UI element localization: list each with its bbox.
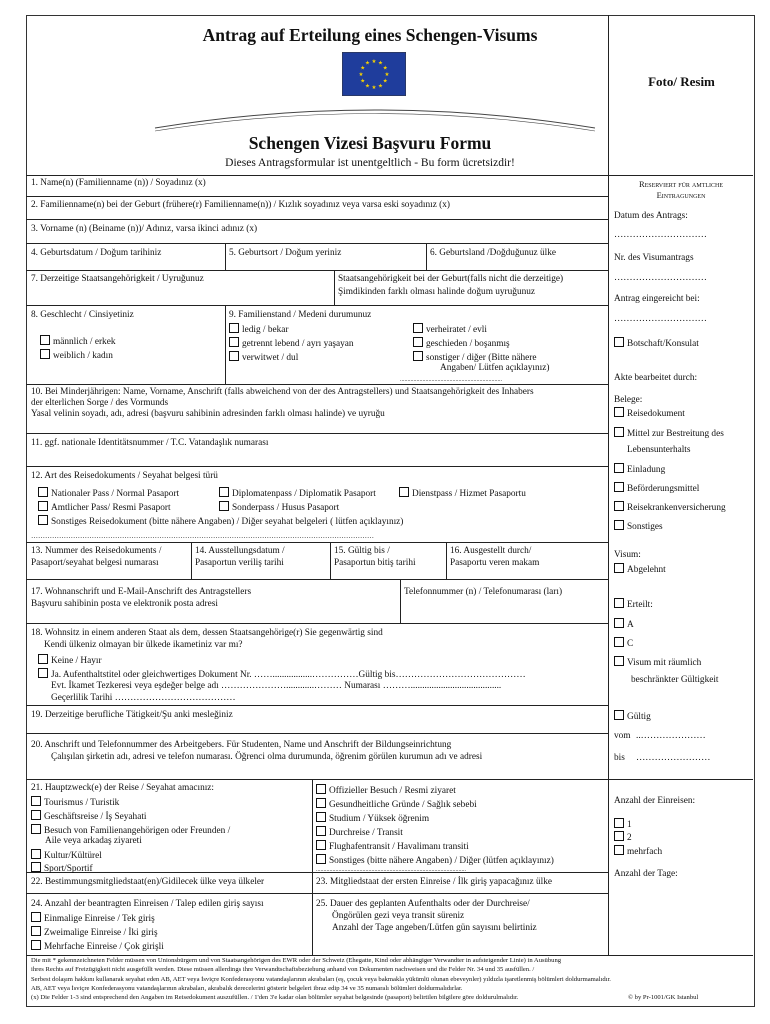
sidebar-date-dots: ………………………… <box>614 230 707 240</box>
flag-star-icon: ★ <box>371 85 377 91</box>
sidebar-means-option[interactable] <box>614 427 724 440</box>
sidebar-visa-nr-label: Nr. des Visumantrags <box>614 253 694 263</box>
grid-line <box>191 542 192 579</box>
field-14-issue-date: 14. Ausstellungsdatum / <box>195 546 285 556</box>
grid-line <box>26 175 753 176</box>
checkbox[interactable] <box>614 407 624 417</box>
sidebar-documents-label: Belege: <box>614 395 643 405</box>
flag-star-icon: ★ <box>358 72 364 78</box>
option-label: Abgelehnt <box>627 565 666 575</box>
option-label: A <box>627 620 634 630</box>
option-label: Gültig <box>627 712 651 722</box>
grid-line <box>26 705 608 706</box>
residence-yes-option[interactable] <box>38 668 526 681</box>
option-label: Amtlicher Pass/ Resmi Pasaport <box>51 503 171 513</box>
field-25-duration-tr: Öngörülen gezi veya transit süreniz <box>332 911 465 921</box>
grid-line <box>26 196 608 197</box>
field-4-date-of-birth: 4. Geburtsdatum / Doğum tarihiniz <box>31 248 162 258</box>
grid-line <box>26 243 608 244</box>
field-23-first-entry: 23. Mitgliedstaat der ersten Einreise / İlk giriş yapacağınız ülke <box>316 877 552 887</box>
checkbox[interactable] <box>38 487 48 497</box>
flag-star-icon: ★ <box>365 60 370 67</box>
field-15-valid-until-tr: Pasaportun bitiş tarihi <box>334 558 416 568</box>
option-label: 2 <box>627 833 632 843</box>
checkbox[interactable] <box>614 656 624 666</box>
checkbox[interactable] <box>229 351 239 361</box>
checkbox[interactable] <box>614 482 624 492</box>
checkbox[interactable] <box>31 824 41 834</box>
field-13-doc-number-tr: Pasaport/seyahat belgesi numarası <box>31 558 159 568</box>
purpose-other-dots[interactable]: .................................................................................................... <box>316 867 466 873</box>
form-title-tr: Schengen Vizesi Başvuru Formu <box>248 133 492 153</box>
option-label: weiblich / kadın <box>53 351 113 361</box>
entries-multiple-option[interactable] <box>31 940 164 953</box>
sidebar-from-label: vom <box>614 731 631 741</box>
entries-two-option[interactable] <box>31 926 158 939</box>
sidebar-valid-option[interactable] <box>614 710 651 723</box>
option-label: Mehrfache Einreise / Çok girişli <box>44 942 164 952</box>
sex-male-option[interactable] <box>40 335 115 348</box>
purpose-official-option[interactable] <box>316 784 456 797</box>
sidebar-submitted-label: Antrag eingereicht bei: <box>614 294 700 304</box>
option-label: sonstiger / diğer (Bitte nähere <box>426 353 537 363</box>
checkbox[interactable] <box>316 854 326 864</box>
option-label: Mittel zur Bestreitung des <box>627 429 724 439</box>
photo-box-left-border <box>608 15 609 175</box>
checkbox[interactable] <box>38 654 48 664</box>
checkbox[interactable] <box>219 501 229 511</box>
doc-diplomatic-passport-option[interactable] <box>219 487 376 500</box>
eu-flag <box>342 52 406 96</box>
option-label: Offizieller Besuch / Resmi ziyaret <box>329 786 456 796</box>
flag-star-icon: ★ <box>378 83 383 90</box>
option-label: 1 <box>627 820 632 830</box>
sidebar-reserved-heading: Reserviert für amtliche <box>638 179 724 189</box>
grid-line <box>26 466 608 467</box>
option-label: Besuch von Familienangehörigen oder Freunden / <box>44 826 231 836</box>
checkbox[interactable] <box>31 810 41 820</box>
sidebar-invitation-option[interactable] <box>614 463 665 476</box>
purpose-culture-option[interactable] <box>31 849 102 862</box>
flag-star-icon: ★ <box>360 65 366 72</box>
field-5-place-of-birth: 5. Geburtsort / Doğum yeriniz <box>229 248 342 258</box>
option-label: Keine / Hayır <box>51 656 102 666</box>
field-12-travel-document: 12. Art des Reisedokuments / Seyahat belgesi türü <box>31 471 218 481</box>
sidebar-means-line2: Lebensunterhalts <box>627 445 691 455</box>
grid-line <box>26 305 608 306</box>
doc-special-passport-option[interactable] <box>219 501 339 514</box>
footer-note-3: Serbest dolaşım hakkını kullanarak seyahat eden AB, AET veya İsviçre Konfederasyonu vatandaşlarının akrabaları (eş, çocuk veya bakmakla yükümlü olunan ebeveynler) yıldızla işaretlenmiş bölümleri doldurmamalıdır. <box>31 976 611 983</box>
option-label: Kultur/Kültürel <box>44 851 102 861</box>
sidebar-insurance-option[interactable] <box>614 501 726 514</box>
checkbox[interactable] <box>31 849 41 859</box>
sidebar-entries-label: Anzahl der Einreisen: <box>614 796 696 806</box>
option-label: Diplomatenpass / Diplomatik Pasaport <box>232 489 376 499</box>
option-label: ledig / bekar <box>242 325 289 335</box>
field-25-days: Anzahl der Tage angeben/Lütfen gün sayısını belirtiniz <box>332 923 537 933</box>
checkbox[interactable] <box>614 501 624 511</box>
purpose-family-tr: Aile veya arkadaş ziyareti <box>45 836 142 846</box>
option-label: Tourismus / Turistik <box>44 798 120 808</box>
option-label: Reisedokument <box>627 409 685 419</box>
option-label: Nationaler Pass / Normal Pasaport <box>51 489 180 499</box>
field-17-address: 17. Wohnanschrift und E-Mail-Anschrift des Antragstellers <box>31 587 252 597</box>
field-1-surname: 1. Name(n) (Familienname (n)) / Soyadınız (x) <box>31 178 206 188</box>
checkbox[interactable] <box>614 637 624 647</box>
grid-line <box>26 579 608 580</box>
sidebar-entries-multi-option[interactable] <box>614 845 662 858</box>
field-7-nationality: 7. Derzeitige Staatsangehörigkeit / Uyruğunuz <box>31 274 204 284</box>
sidebar-date-label: Datum des Antrags: <box>614 211 688 221</box>
sidebar-refused-option[interactable] <box>614 563 666 576</box>
field-24-entries: 24. Anzahl der beantragten Einreisen / Talep edilen giriş sayısı <box>31 899 264 909</box>
grid-line <box>26 623 608 624</box>
footer-copyright: © by Pr-1001/GK Istanbul <box>628 994 699 1001</box>
field-2-surname-at-birth: 2. Familienname(n) bei der Geburt (frühere(r) Familienname(n)) / Kızlık soyadınız veya varsa eski soyadınız (x) <box>31 200 450 210</box>
grid-line <box>225 305 226 384</box>
checkbox[interactable] <box>31 912 41 922</box>
option-label: männlich / erkek <box>53 337 116 347</box>
eu-flag-icon <box>342 52 406 96</box>
marital-divorced-option[interactable] <box>413 337 510 350</box>
flag-star-icon: ★ <box>360 78 366 85</box>
option-label: Durchreise / Transit <box>329 828 403 838</box>
sidebar-divider <box>608 175 609 955</box>
flag-star-icon: ★ <box>382 78 388 85</box>
checkbox[interactable] <box>614 845 624 855</box>
option-label: geschieden / boşanmış <box>426 339 510 349</box>
flag-star-icon: ★ <box>378 60 383 67</box>
grid-line <box>426 243 427 270</box>
option-label: Ja. Aufenthaltstitel oder gleichwertiges Dokument Nr. …….................……………Gültig bis…………………………………… <box>51 670 526 680</box>
field-16-issued-by: 16. Ausgestellt durch/ <box>450 546 532 556</box>
grid-line <box>26 955 753 956</box>
option-label: Reisekrankenversicherung <box>627 503 726 513</box>
checkbox[interactable] <box>316 840 326 850</box>
marital-other-dots[interactable]: .................................................................... <box>400 377 502 383</box>
header-curve <box>150 96 600 136</box>
checkbox[interactable] <box>614 563 624 573</box>
field-15-valid-until: 15. Gültig bis / <box>334 546 390 556</box>
checkbox[interactable] <box>31 940 41 950</box>
flag-star-icon: ★ <box>365 83 370 90</box>
checkbox[interactable] <box>413 323 423 333</box>
option-label: Gesundheitliche Gründe / Sağlık sebebi <box>329 800 477 810</box>
purpose-health-option[interactable] <box>316 798 477 811</box>
checkbox[interactable] <box>38 668 48 678</box>
sidebar-type-a-option[interactable] <box>614 618 634 631</box>
grid-line <box>312 779 313 955</box>
marital-married-option[interactable] <box>413 323 487 336</box>
grid-line <box>26 542 608 543</box>
checkbox[interactable] <box>38 501 48 511</box>
sidebar-issued-option[interactable] <box>614 598 653 611</box>
option-label: C <box>627 639 634 649</box>
sidebar-type-c-option[interactable] <box>614 637 633 650</box>
grid-line <box>26 384 608 385</box>
purpose-tourism-option[interactable] <box>31 796 119 809</box>
sidebar-entries-1-option[interactable] <box>614 818 632 831</box>
sidebar-transport-option[interactable] <box>614 482 699 495</box>
footer-note-2: ihres Rechts auf Freizügigkeit nicht ausgefüllt werden. Diese müssen allerdings ihre Verwandtschaftsbeziehung anhand von Dokumenten nachweisen und die Felder Nr. 34 und 35 ausfüllen. / <box>31 966 535 973</box>
option-label: Einladung <box>627 465 666 475</box>
checkbox[interactable] <box>316 826 326 836</box>
checkbox[interactable] <box>614 598 624 608</box>
checkbox[interactable] <box>399 487 409 497</box>
purpose-airport-transit-option[interactable] <box>316 840 469 853</box>
marital-other-note: Angaben/ Lütfen açıklayınız) <box>440 363 550 373</box>
field-11-national-id: 11. ggf. nationale Identitätsnummer / T.C. Vatandaşlık numarası <box>31 438 269 448</box>
option-label: Geschäftsreise / İş Seyahati <box>44 812 147 822</box>
field-17-phone: Telefonnummer (n) / Telefonumarası (ları) <box>404 587 563 597</box>
option-label: Sonderpass / Husus Pasaport <box>232 503 340 513</box>
field-10-guardian-line2: der elterlichen Sorge / des Vormunds <box>31 398 169 408</box>
field-21-purpose: 21. Hauptzweck(e) der Reise / Seyahat amacınız: <box>31 783 215 793</box>
field-18-residence-tr: Kendi ülkeniz olmayan bir ülkede ikametiniz var mı? <box>44 640 243 650</box>
grid-line <box>26 219 608 220</box>
sidebar-travel-doc-option[interactable] <box>614 407 685 420</box>
footer-note-1: Die mit * gekennzeichneten Felder müssen von Unionsbürgern und von Staatsangehörigen des EWR oder der Schweiz (Ehegatte, Kind oder abhängiger Verwandter in aufsteigender Linie) in Ausübung <box>31 957 562 964</box>
free-of-charge-note: Dieses Antragsformular ist unentgeltlich - Bu form ücretsizdir! <box>225 157 515 169</box>
checkbox[interactable] <box>31 796 41 806</box>
sidebar-submitted-dots: ………………………… <box>614 314 707 324</box>
field-17-address-tr: Başvuru sahibinin posta ve elektronik posta adresi <box>31 599 218 609</box>
sidebar-ltv-line2: beschränkter Gültigkeit <box>631 675 719 685</box>
option-label: Erteilt: <box>627 600 653 610</box>
sidebar-other-option[interactable] <box>614 520 663 533</box>
grid-line <box>334 270 335 305</box>
checkbox[interactable] <box>413 337 423 347</box>
option-label: Dienstpass / Hizmet Pasaportu <box>412 489 526 499</box>
grid-line <box>26 893 608 894</box>
field-16-issued-by-tr: Pasaportu veren makam <box>450 558 540 568</box>
checkbox[interactable] <box>316 812 326 822</box>
grid-line <box>26 433 608 434</box>
footer-note-4: AB, AET veya İsviçre Konfederasyonu vatandaşlarının akrabaları, akrabalık derecelerini gösterir belgeleri ibraz edip 34 ve 35 numaralı bölümleri doldurmalıdırlar. <box>31 985 463 992</box>
checkbox[interactable] <box>229 337 239 347</box>
field-10-guardian-tr: Yasal velinin soyadı, adı, adresi (başvuru sahibinin adresinden farklı olması halinde) ve uyruğu <box>31 409 385 419</box>
flag-star-icon: ★ <box>384 72 390 78</box>
option-label: Zweimalige Einreise / İki giriş <box>44 928 158 938</box>
field-8-sex: 8. Geschlecht / Cinsiyetiniz <box>31 310 134 320</box>
checkbox[interactable] <box>614 463 624 473</box>
checkbox[interactable] <box>614 818 624 828</box>
grid-line <box>446 542 447 579</box>
option-label: Sonstiges <box>627 522 663 532</box>
purpose-sport-option[interactable] <box>31 862 93 875</box>
checkbox[interactable] <box>614 337 624 347</box>
sidebar-visa-nr-dots: ………………………… <box>614 273 707 283</box>
field-6-country-of-birth: 6. Geburtsland /Doğduğunuz ülke <box>430 248 557 258</box>
checkbox[interactable] <box>229 323 239 333</box>
sex-female-option[interactable] <box>40 349 113 362</box>
residence-no-option[interactable] <box>38 654 102 667</box>
checkbox[interactable] <box>413 351 423 361</box>
doc-service-passport-option[interactable] <box>399 487 526 500</box>
checkbox[interactable] <box>316 798 326 808</box>
option-label: Beförderungsmittel <box>627 484 700 494</box>
option-label: Sonstiges (bitte nähere Angaben) / Diğer (lütfen açıklayınız) <box>329 856 554 866</box>
field-20-employer-tr: Çalışılan şirketin adı, adresi ve telefon numarası. Öğrenci olma durumunda, öğrenim görülen kurumun adı ve adresi <box>51 752 483 762</box>
sidebar-visa-label: Visum: <box>614 550 641 560</box>
option-label: Visum mit räumlich <box>627 658 702 668</box>
sidebar-processed-label: Akte bearbeitet durch: <box>614 373 698 383</box>
entries-single-option[interactable] <box>31 912 155 925</box>
marital-separated-option[interactable] <box>229 337 354 350</box>
sidebar-to-label: bis <box>614 753 625 763</box>
checkbox[interactable] <box>31 862 41 872</box>
photo-label: Foto/ Resim <box>648 74 715 89</box>
field-10-guardian: 10. Bei Minderjährigen: Name, Vorname, Anschrift (falls abweichend von der des Antragstellers) und Staatsangehörigkeit des Inhabers <box>31 387 534 397</box>
sidebar-from-dots: ..………………… <box>636 731 706 741</box>
option-label: verheiratet / evli <box>426 325 487 335</box>
option-label: getrennt lebend / ayrı yaşayan <box>242 339 354 349</box>
doc-national-passport-option[interactable] <box>38 487 179 500</box>
option-label: verwitwet / dul <box>242 353 299 363</box>
option-label: Sonstiges Reisedokument (bitte nähere Angaben) / Diğer seyahat belgeleri ( lütfen açıklayınız) <box>51 517 404 527</box>
grid-line <box>26 733 608 734</box>
sidebar-reserved-heading-2: Eintragungen <box>656 190 706 200</box>
checkbox[interactable] <box>614 618 624 628</box>
grid-line <box>400 579 401 623</box>
purpose-business-option[interactable] <box>31 810 147 823</box>
checkbox[interactable] <box>40 335 50 345</box>
doc-other-dots[interactable]: ………………………………………………………………………………………………………………………………… <box>31 532 374 540</box>
checkbox[interactable] <box>614 520 624 530</box>
grid-line <box>26 779 608 780</box>
sidebar-embassy-option[interactable] <box>614 337 699 350</box>
field-7-nationality-at-birth-tr: Şimdikinden farklı olması halinde doğum uyruğunuz <box>338 287 536 297</box>
field-19-occupation: 19. Derzeitige berufliche Tätigkeit/Şu anki mesleğiniz <box>31 710 233 720</box>
option-label: Einmalige Einreise / Tek giriş <box>44 914 155 924</box>
option-label: Sport/Sportif <box>44 864 93 874</box>
option-label: mehrfach <box>627 847 663 857</box>
field-20-employer: 20. Anschrift und Telefonnummer des Arbeitgebers. Für Studenten, Name und Anschrift der Bildungseinrichtung <box>31 740 452 750</box>
field-14-issue-date-tr: Pasaportun veriliş tarihi <box>195 558 284 568</box>
doc-official-passport-option[interactable] <box>38 501 171 514</box>
field-3-first-name: 3. Vorname (n) (Beiname (n))/ Adınız, varsa ikinci adınız (x) <box>31 224 258 234</box>
checkbox[interactable] <box>219 487 229 497</box>
residence-valid-line: Geçerlilik Tarihi ………………………………… <box>51 693 236 703</box>
purpose-study-option[interactable] <box>316 812 429 825</box>
flag-star-icon: ★ <box>371 59 377 65</box>
grid-line <box>26 270 608 271</box>
field-18-residence: 18. Wohnsitz in einem anderen Staat als dem, dessen Staatsangehörige(r) Sie gegenwärtig sind <box>31 628 383 638</box>
sidebar-ltv-option[interactable] <box>614 656 701 669</box>
flag-star-icon: ★ <box>382 65 388 72</box>
field-25-duration: 25. Dauer des geplanten Aufenthalts oder der Durchreise/ <box>316 899 530 909</box>
field-7-nationality-at-birth: Staatsangehörigkeit bei der Geburt(falls nicht die derzeitige) <box>338 274 564 284</box>
option-label: Botschaft/Konsulat <box>627 339 699 349</box>
marital-single-option[interactable] <box>229 323 288 336</box>
sidebar-entries-2-option[interactable] <box>614 831 632 844</box>
option-label: Studium / Yüksek öğrenim <box>329 814 430 824</box>
form-title-de: Antrag auf Erteilung eines Schengen-Visums <box>202 25 538 45</box>
checkbox[interactable] <box>40 349 50 359</box>
checkbox[interactable] <box>614 710 624 720</box>
checkbox[interactable] <box>614 427 624 437</box>
grid-line <box>225 243 226 270</box>
sidebar-divider <box>608 779 753 780</box>
field-13-doc-number: 13. Nummer des Reisedokuments / <box>31 546 162 556</box>
sidebar-to-dots: …………………… <box>636 753 711 763</box>
grid-line <box>330 542 331 579</box>
option-label: Flughafentransit / Havalimanı transiti <box>329 842 469 852</box>
checkbox[interactable] <box>316 784 326 794</box>
residence-permit-line: Evt. İkamet Tezkeresi veya eşdeğer belge adı …………………............……… Numarası ………....................................... <box>51 681 502 691</box>
doc-other-option[interactable] <box>38 515 403 528</box>
marital-widowed-option[interactable] <box>229 351 298 364</box>
footer-note-5: (x) Die Felder 1-3 sind entsprechend den Angaben im Reisedokument auszufüllen. / 1'den 3'e kadar olan bölümler seyahat belgesinde (pasaport) belirtilen bilgilere göre doldurulmalıdır. <box>31 994 519 1001</box>
checkbox[interactable] <box>38 515 48 525</box>
checkbox[interactable] <box>31 926 41 936</box>
checkbox[interactable] <box>614 831 624 841</box>
field-9-marital-status: 9. Familienstand / Medeni durumunuz <box>229 310 372 320</box>
purpose-transit-option[interactable] <box>316 826 403 839</box>
sidebar-days-label: Anzahl der Tage: <box>614 869 678 879</box>
field-22-destination: 22. Bestimmungsmitgliedstaat(en)/Gidilecek ülke veya ülkeler <box>31 877 265 887</box>
